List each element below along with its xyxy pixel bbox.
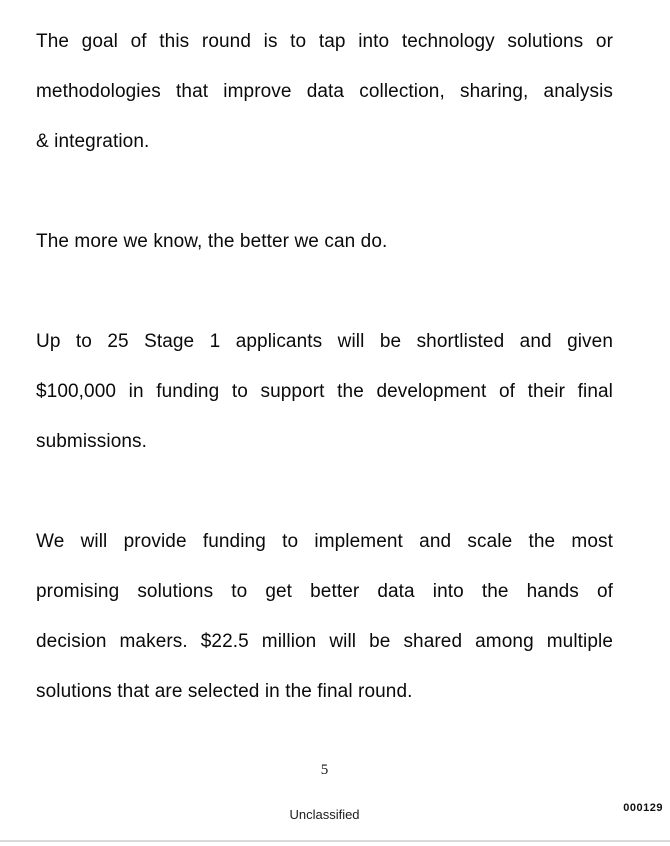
classification-marking: Unclassified [289, 807, 360, 822]
paragraph-line: methodologies that improve data collection, sharing, analysis [36, 81, 613, 102]
paragraph-line: We will provide funding to implement and scale the most [36, 531, 613, 552]
paragraph-line: Up to 25 Stage 1 applicants will be shortlisted and given [36, 331, 613, 352]
paragraph-goal [36, 17, 613, 167]
paragraph-stage1-funding [36, 317, 613, 467]
paragraph-line: $100,000 in funding to support the development of their final [36, 381, 613, 402]
paragraph-line: The goal of this round is to tap into technology solutions or [36, 31, 613, 52]
paragraph-motto [36, 217, 613, 267]
paragraph-final-funding [36, 517, 613, 717]
page-number: 5 [320, 762, 329, 778]
scan-edge-line [0, 840, 670, 842]
bates-stamp-number: 000129 [623, 802, 663, 814]
document-body [36, 17, 613, 717]
paragraph-line: submissions. [36, 431, 148, 452]
paragraph-line: & integration. [36, 131, 150, 152]
paragraph-line: promising solutions to get better data into the hands of [36, 581, 613, 602]
paragraph-line: decision makers. $22.5 million will be shared among multiple [36, 631, 613, 652]
paragraph-line: The more we know, the better we can do. [36, 231, 388, 252]
paragraph-line: solutions that are selected in the final round. [36, 681, 413, 702]
